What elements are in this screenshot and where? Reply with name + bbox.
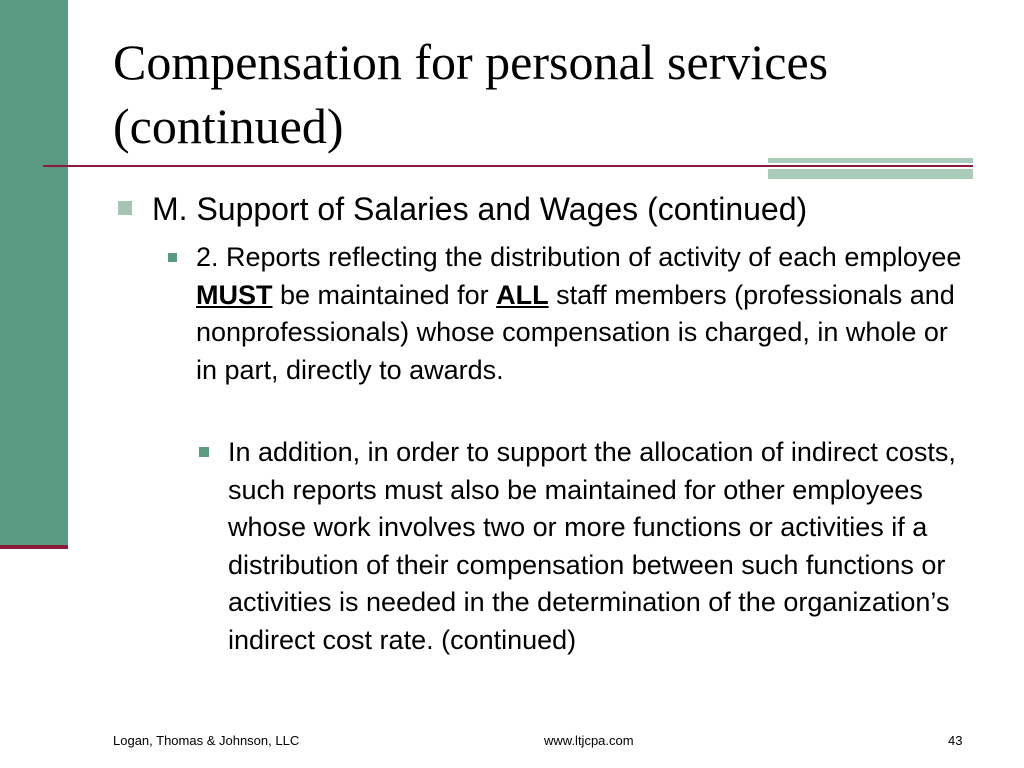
footer-page-number: 43 <box>948 733 963 748</box>
bullet-square-icon <box>118 201 132 215</box>
emphasis-all: ALL <box>496 279 549 310</box>
title-divider <box>43 165 973 167</box>
bullet-level3: In addition, in order to support the allocation of indirect costs, such reports must also be maintained for other employees whose work involves two or more functions or activities if a distribution of their compensation between such functions or activities is needed in the determination of the organization’s indirect cost rate. (continued) <box>228 437 956 655</box>
bullet-square-icon <box>199 447 209 457</box>
sidebar-decoration <box>0 0 68 545</box>
footer-company: Logan, Thomas & Johnson, LLC <box>113 733 300 748</box>
title-accent-bar <box>768 158 973 163</box>
footer-website: www.ltjcpa.com <box>544 733 634 748</box>
bullet-level1: M. Support of Salaries and Wages (continued) <box>152 191 808 227</box>
slide-title-line2: (continued) <box>113 98 344 154</box>
slide-title-line1: Compensation for personal services <box>113 34 829 90</box>
slide-title <box>113 30 993 158</box>
emphasis-must: MUST <box>196 279 273 310</box>
bullet-level2-text: be maintained for <box>272 279 497 310</box>
sidebar-rule <box>0 545 68 549</box>
bullet-level2-text: staff members (professionals and nonprofessionals) whose compensation is charged, in whole or in part, directly to awards. <box>196 279 955 385</box>
bullet-level2-text: 2. Reports reflecting the distribution of activity of each employee <box>196 242 962 272</box>
title-accent-bar-2 <box>768 169 973 179</box>
bullet-square-icon <box>168 253 177 262</box>
bullet-level2 <box>196 239 976 389</box>
